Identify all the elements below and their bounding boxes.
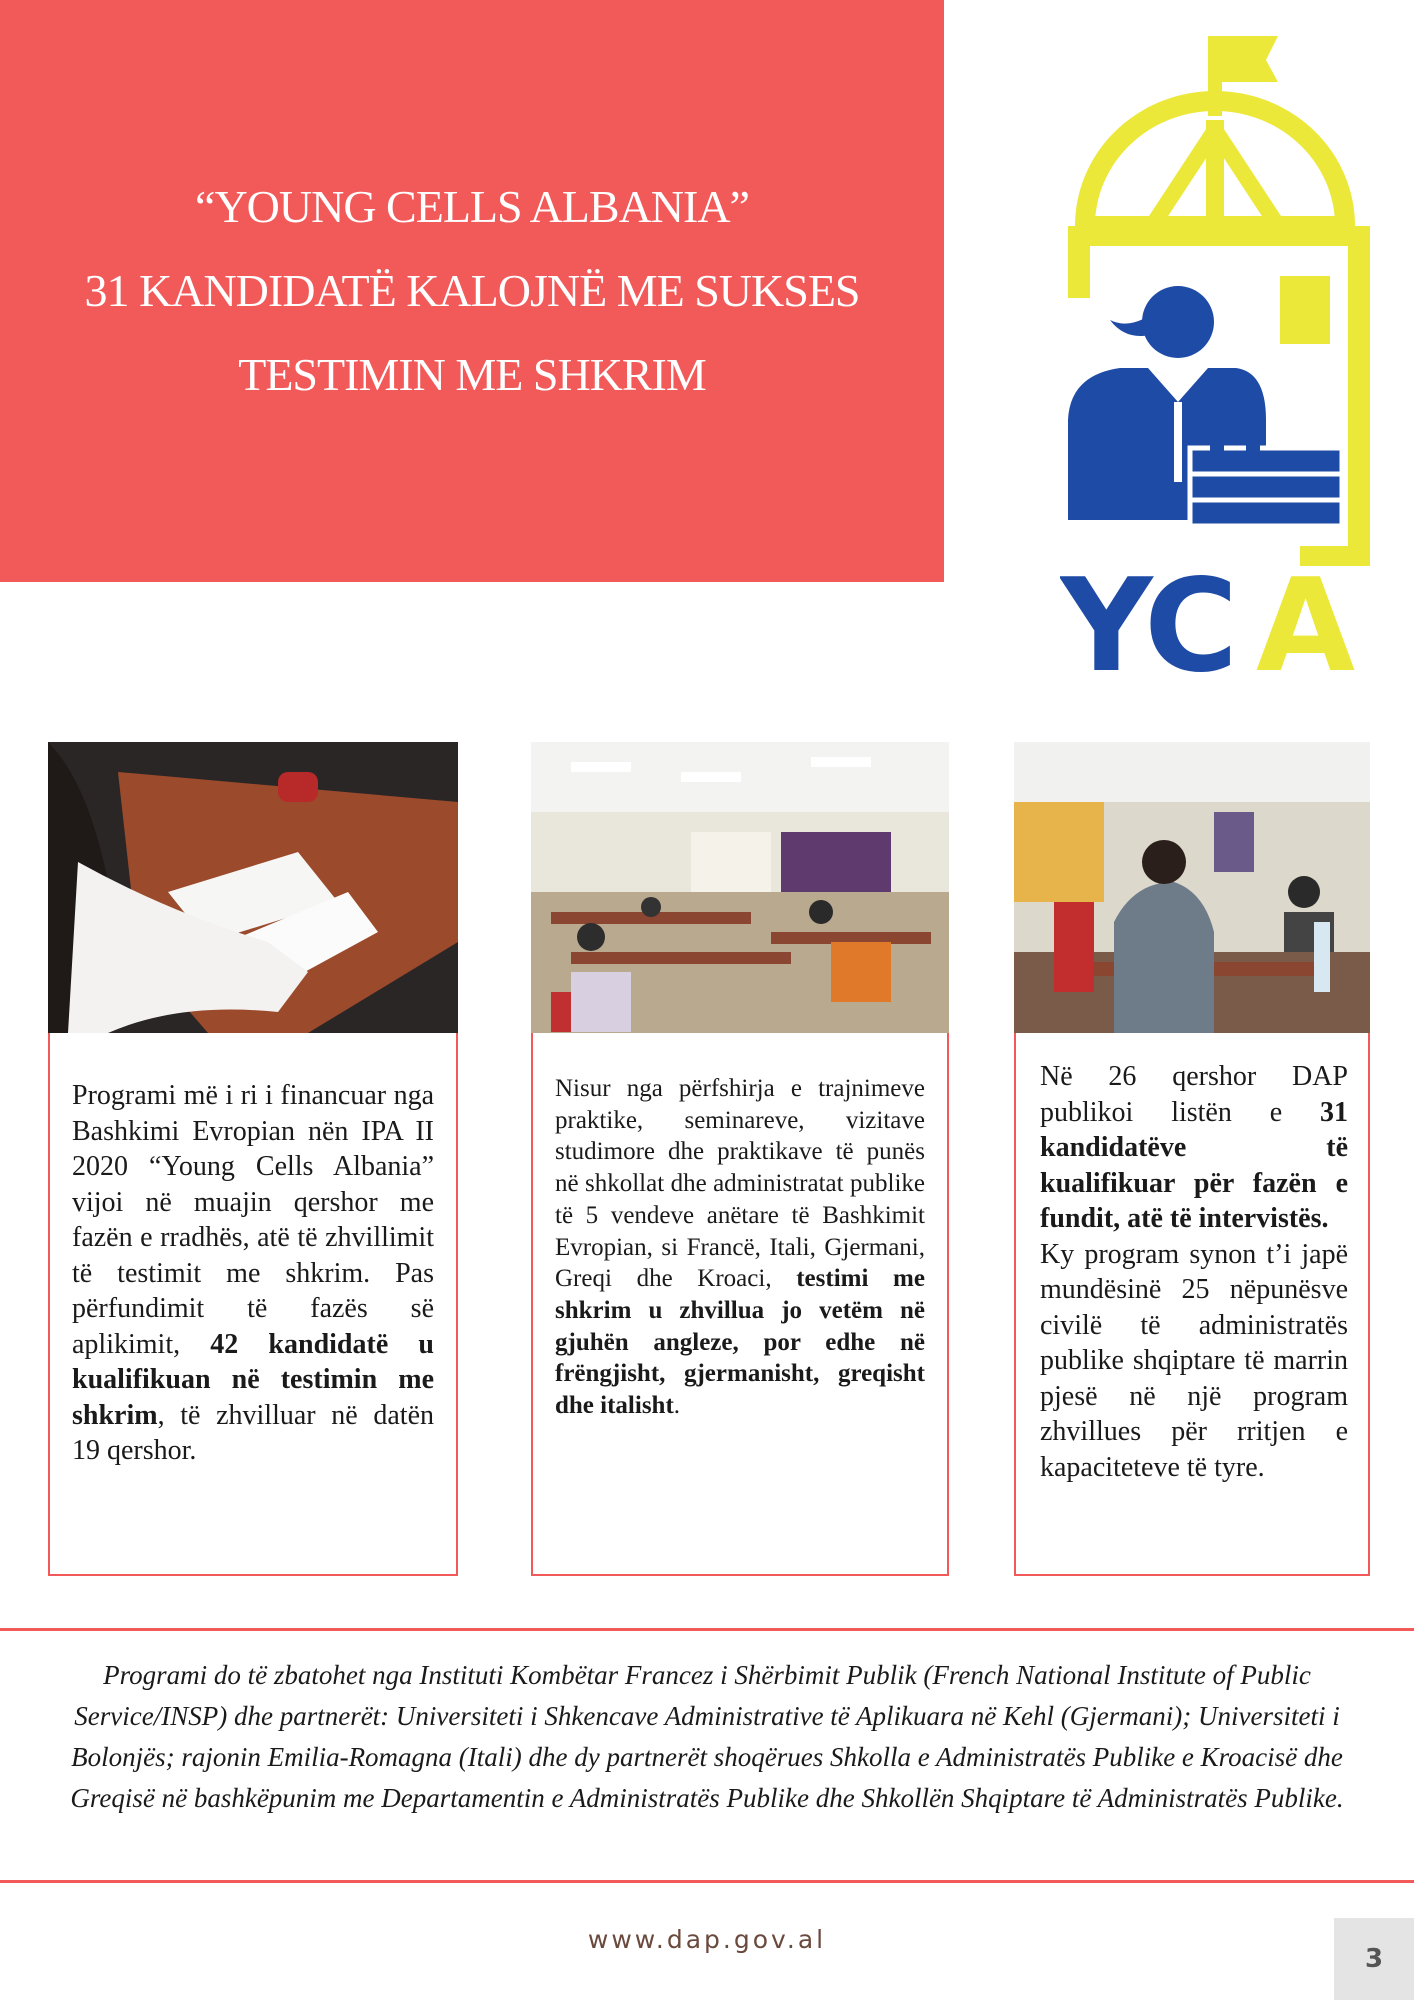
card-left-text-1: Programi më i ri i financuar nga Bashkimi Evropian nën IPA II 2020 “Young Cells Albania” vijoi në muajin qershor me fazën e rradhës, atë të zhvillimit të testimit me shkrim. Pas përfundimit të fazës së aplikimit, [72, 1080, 434, 1360]
card-right-text-1: Në 26 qershor DAP publikoi listën e [1040, 1061, 1348, 1128]
card-middle-text [555, 1073, 925, 1422]
card-middle-text-2: . [673, 1392, 681, 1420]
divider-bottom [0, 1880, 1414, 1883]
card-middle-bold-1: testimi me shkrim u zhvillua jo vetëm në gjuhën angleze, por edhe në frëngjisht, gjermanisht, greqisht dhe italisht [555, 1265, 925, 1420]
banner-title-line-1: “YOUNG CELLS ALBANIA” [195, 181, 749, 232]
photo-candidates-at-desks [1014, 742, 1370, 1033]
banner-title-line-3: TESTIMIN ME SHKRIM [238, 349, 706, 400]
yca-logo-graphic [1060, 30, 1390, 685]
photo-exam-hall [531, 742, 949, 1033]
card-left-text-2: , të zhvilluar në datën 19 qershor. [72, 1399, 434, 1466]
card-left-text [72, 1078, 434, 1469]
card-left-bold-1: 42 kandidatë u kualifikuan në testimin me shkrim [72, 1328, 434, 1431]
logo-text-yc: YC [1060, 552, 1235, 685]
photo-candidate-writing [48, 742, 458, 1033]
card-left [48, 1033, 458, 1576]
card-right-text [1040, 1059, 1348, 1485]
card-middle-text-1: Nisur nga përfshirja e trajnimeve praktike, seminareve, vizitave studimore dhe praktikave të punës në shkollat dhe administratat publike të 5 vendeve anëtare të Bashkimit Evropian, si Francë, Itali, Gjermani, Greqi dhe Kroaci, [555, 1075, 925, 1293]
yca-logo [1060, 30, 1390, 685]
banner-title-line-2: 31 KANDIDATË KALOJNË ME SUKSES [84, 265, 860, 316]
page-number: 3 [1334, 1918, 1414, 2000]
logo-text-a: A [1256, 552, 1356, 685]
card-right [1014, 1033, 1370, 1576]
program-note: Programi do të zbatohet nga Instituti Kombëtar Francez i Shërbimit Publik (French National Institute of Public Service/INSP) dhe partnerët: Universiteti i Shkencave Administrative të Aplikuara në Kehl (Gjermani); Universiteti i Bolonjës; rajonin Emilia-Romagna (Itali) dhe dy partnerët shoqërues Shkolla e Administratës Publike e Kroacisë dhe Greqisë në bashkëpunim me Departamentin e Administratës Publike dhe Shkollën Shqiptare të Administratës Publike. [70, 1660, 1344, 1813]
divider-top [0, 1628, 1414, 1631]
website-link[interactable]: www.dap.gov.al [587, 1925, 827, 1954]
title-banner [0, 0, 944, 582]
card-right-text-2: Ky program synon t’i japë mundësinë 25 nëpunësve civilë të administratës publike shqiptare të marrin pjesë në një program zhvillues për rritjen e kapaciteteve të tyre. [1040, 1238, 1348, 1483]
card-right-bold-1: 31 kandidatëve të kualifikuar për fazën e fundit, atë të intervistës. [1040, 1096, 1348, 1234]
card-middle [531, 1033, 949, 1576]
